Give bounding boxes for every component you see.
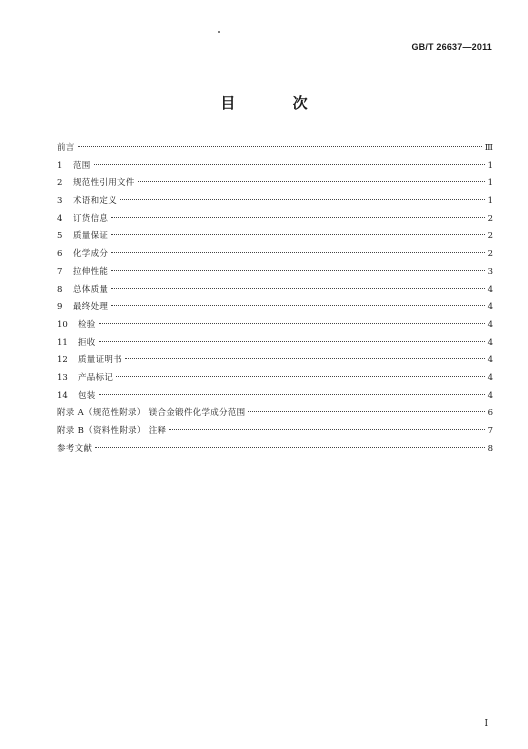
toc-entry-3[interactable]	[57, 193, 493, 211]
dot-leader	[111, 217, 484, 218]
toc-entry-13[interactable]	[57, 370, 493, 388]
dot-leader	[99, 341, 485, 342]
dot-leader	[248, 411, 484, 412]
toc-entry-number: 6	[57, 249, 63, 260]
page-number: I	[484, 719, 488, 729]
toc-entry-label: 规范性引用文件	[73, 178, 135, 189]
toc-entry-label: 检验	[78, 319, 96, 330]
toc-entry-page: 4	[487, 337, 493, 348]
toc-entry-14[interactable]	[57, 388, 493, 406]
scan-dot	[218, 31, 220, 33]
toc-entry-label: 产品标记	[78, 372, 114, 383]
toc-entry-label: 参考文献	[57, 443, 93, 454]
toc-entry-page: 8	[487, 443, 493, 454]
toc-entry-page: 2	[487, 231, 493, 242]
toc-entry-4[interactable]	[57, 211, 493, 229]
table-of-contents	[57, 140, 493, 458]
dot-leader	[111, 288, 484, 289]
toc-entry-label: 订货信息	[73, 213, 109, 224]
dot-leader	[99, 323, 485, 324]
toc-entry-6[interactable]	[57, 246, 493, 264]
toc-entry-label: 附录 B（资料性附录） 注释	[57, 426, 167, 436]
toc-entry-annex-a[interactable]	[57, 405, 493, 423]
toc-entry-page: 4	[487, 355, 493, 366]
toc-entry-bibliography[interactable]	[57, 441, 493, 459]
toc-entry-9[interactable]	[57, 299, 493, 317]
toc-entry-10[interactable]	[57, 317, 493, 335]
toc-entry-number: 1	[57, 160, 63, 171]
toc-entry-page: 7	[487, 426, 493, 436]
dot-leader	[78, 146, 482, 147]
toc-entry-label: 最终处理	[73, 302, 109, 313]
toc-entry-2[interactable]	[57, 175, 493, 193]
dot-leader	[125, 358, 485, 359]
dot-leader	[111, 270, 484, 271]
toc-entry-page: 2	[487, 213, 493, 224]
toc-entry-page: 4	[487, 302, 493, 313]
toc-entry-annex-b[interactable]	[57, 423, 493, 441]
dot-leader	[111, 305, 484, 306]
toc-entry-label: 附录 A（规范性附录） 镁合金锻件化学成分范围	[57, 408, 246, 419]
toc-entry-page: 3	[487, 266, 493, 277]
dot-leader	[138, 181, 485, 182]
dot-leader	[120, 199, 485, 200]
toc-entry-5[interactable]	[57, 228, 493, 246]
toc-entry-7[interactable]	[57, 264, 493, 282]
toc-entry-12[interactable]	[57, 352, 493, 370]
toc-entry-page: 1	[487, 178, 493, 189]
dot-leader	[169, 429, 484, 430]
standard-code: GB/T 26637—2011	[411, 42, 492, 52]
toc-entry-page: Ⅲ	[484, 143, 493, 153]
toc-entry-8[interactable]	[57, 282, 493, 300]
dot-leader	[116, 376, 484, 377]
toc-entry-label: 术语和定义	[73, 196, 118, 207]
toc-entry-label: 范围	[73, 160, 91, 171]
dot-leader	[95, 447, 484, 448]
toc-entry-page: 4	[487, 319, 493, 330]
toc-entry-number: 8	[57, 284, 63, 295]
toc-entry-number: 11	[57, 337, 68, 348]
dot-leader	[94, 164, 485, 165]
toc-entry-number: 13	[57, 372, 68, 383]
toc-entry-label: 质量保证	[73, 231, 109, 242]
toc-entry-label: 质量证明书	[78, 355, 123, 366]
toc-entry-1[interactable]	[57, 158, 493, 176]
toc-entry-number: 2	[57, 178, 63, 189]
toc-entry-label: 包装	[78, 390, 96, 401]
toc-entry-label: 拉伸性能	[73, 266, 109, 277]
toc-entry-number: 4	[57, 213, 63, 224]
toc-entry-page: 6	[487, 408, 493, 419]
toc-entry-11[interactable]	[57, 335, 493, 353]
toc-entry-page: 4	[487, 390, 493, 401]
toc-entry-number: 14	[57, 390, 68, 401]
toc-entry-number: 3	[57, 196, 63, 207]
toc-entry-page: 4	[487, 372, 493, 383]
dot-leader	[111, 234, 484, 235]
dot-leader	[111, 252, 484, 253]
toc-entry-number: 7	[57, 266, 63, 277]
page-title: 目 次	[220, 94, 334, 112]
toc-entry-label: 拒收	[78, 337, 96, 348]
toc-entry-number: 5	[57, 231, 63, 242]
toc-entry-page: 1	[487, 196, 493, 207]
toc-entry-label: 前言	[57, 143, 75, 153]
dot-leader	[99, 394, 485, 395]
toc-entry-number: 9	[57, 302, 63, 313]
toc-entry-label: 化学成分	[73, 249, 109, 260]
toc-entry-number: 10	[57, 319, 68, 330]
toc-entry-foreword[interactable]	[57, 140, 493, 158]
toc-entry-label: 总体质量	[73, 284, 109, 295]
toc-entry-page: 4	[487, 284, 493, 295]
toc-entry-number: 12	[57, 355, 68, 366]
toc-entry-page: 1	[487, 160, 493, 171]
toc-entry-page: 2	[487, 249, 493, 260]
